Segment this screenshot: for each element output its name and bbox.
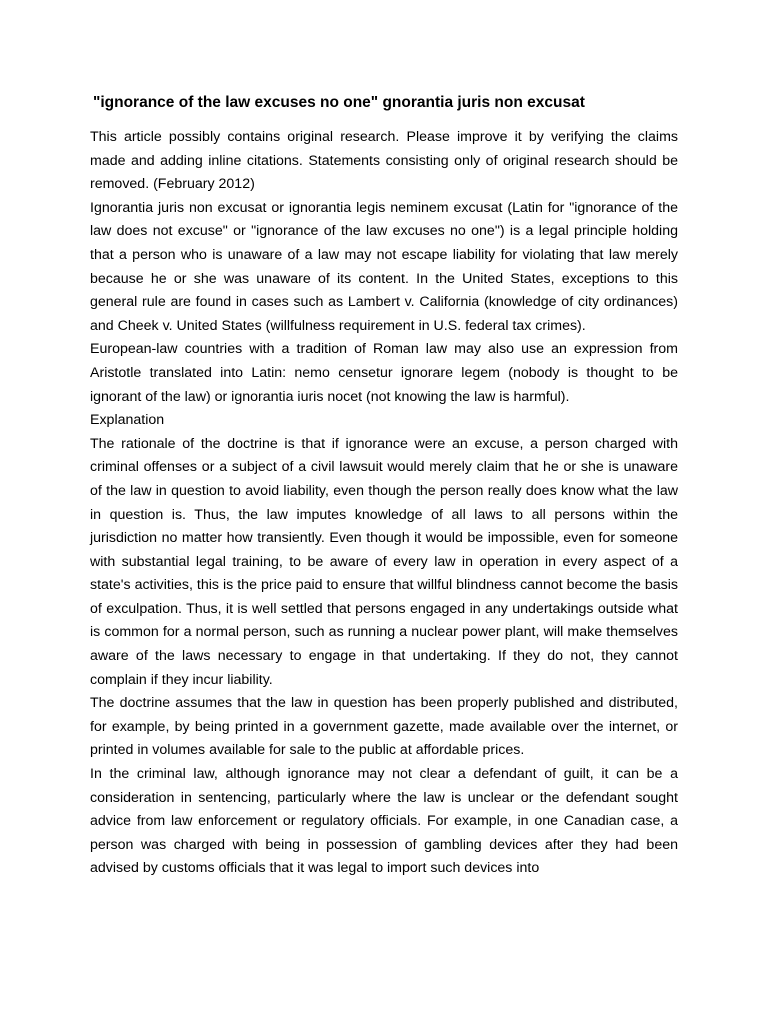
document-page <box>90 92 678 881</box>
original-research-notice: This article possibly contains original research. Please improve it by verifying the claims made and adding inline citations. Statements consisting only of original research should be removed. (February 2012) <box>90 129 678 193</box>
document-title: "ignorance of the law excuses no one" gnorantia juris non excusat <box>93 94 585 111</box>
paragraph-roman-law: European-law countries with a tradition of Roman law may also use an expression from Aristotle translated into Latin: nemo censetur ignorare legem (nobody is thought to be ignorant of the law) or ignorantia iuris nocet (not knowing the law is harmful). <box>90 341 678 405</box>
paragraph-definition: Ignorantia juris non excusat or ignorantia legis neminem excusat (Latin for "ignorance of the law does not excuse" or "ignorance of the law excuses no one") is a legal principle holding that a person who is unaware of a law may not escape liability for violating that law merely because he or she was unaware of its content. In the United States, exceptions to this general rule are found in cases such as Lambert v. California (knowledge of city ordinances) and Cheek v. United States (willfulness requirement in U.S. federal tax crimes). <box>90 199 678 334</box>
paragraph-publication: The doctrine assumes that the law in question has been properly published and distributed, for example, by being printed in a government gazette, made available over the internet, or printed in volumes available for sale to the public at affordable prices. <box>90 695 678 759</box>
paragraph-rationale: The rationale of the doctrine is that if ignorance were an excuse, a person charged with criminal offenses or a subject of a civil lawsuit would merely claim that he or she is unaware of the law in question to avoid liability, even though the person really does know what the law in question is. Thus, the law imputes knowledge of all laws to all persons within the jurisdiction no matter how transiently. Even though it would be impossible, even for someone with substantial legal training, to be aware of every law in operation in every aspect of a state's activities, this is the price paid to ensure that willful blindness cannot become the basis of exculpation. Thus, it is well settled that persons engaged in any undertakings outside what is common for a normal person, such as running a nuclear power plant, will make themselves aware of the laws necessary to engage in that undertaking. If they do not, they cannot complain if they incur liability. <box>90 435 678 688</box>
paragraph-criminal-law: In the criminal law, although ignorance may not clear a defendant of guilt, it can be a consideration in sentencing, particularly where the law is unclear or the defendant sought advice from law enforcement or regulatory officials. For example, in one Canadian case, a person was charged with being in possession of gambling devices after they had been advised by customs officials that it was legal to import such devices into <box>90 766 678 877</box>
section-heading-explanation: Explanation <box>90 412 165 429</box>
